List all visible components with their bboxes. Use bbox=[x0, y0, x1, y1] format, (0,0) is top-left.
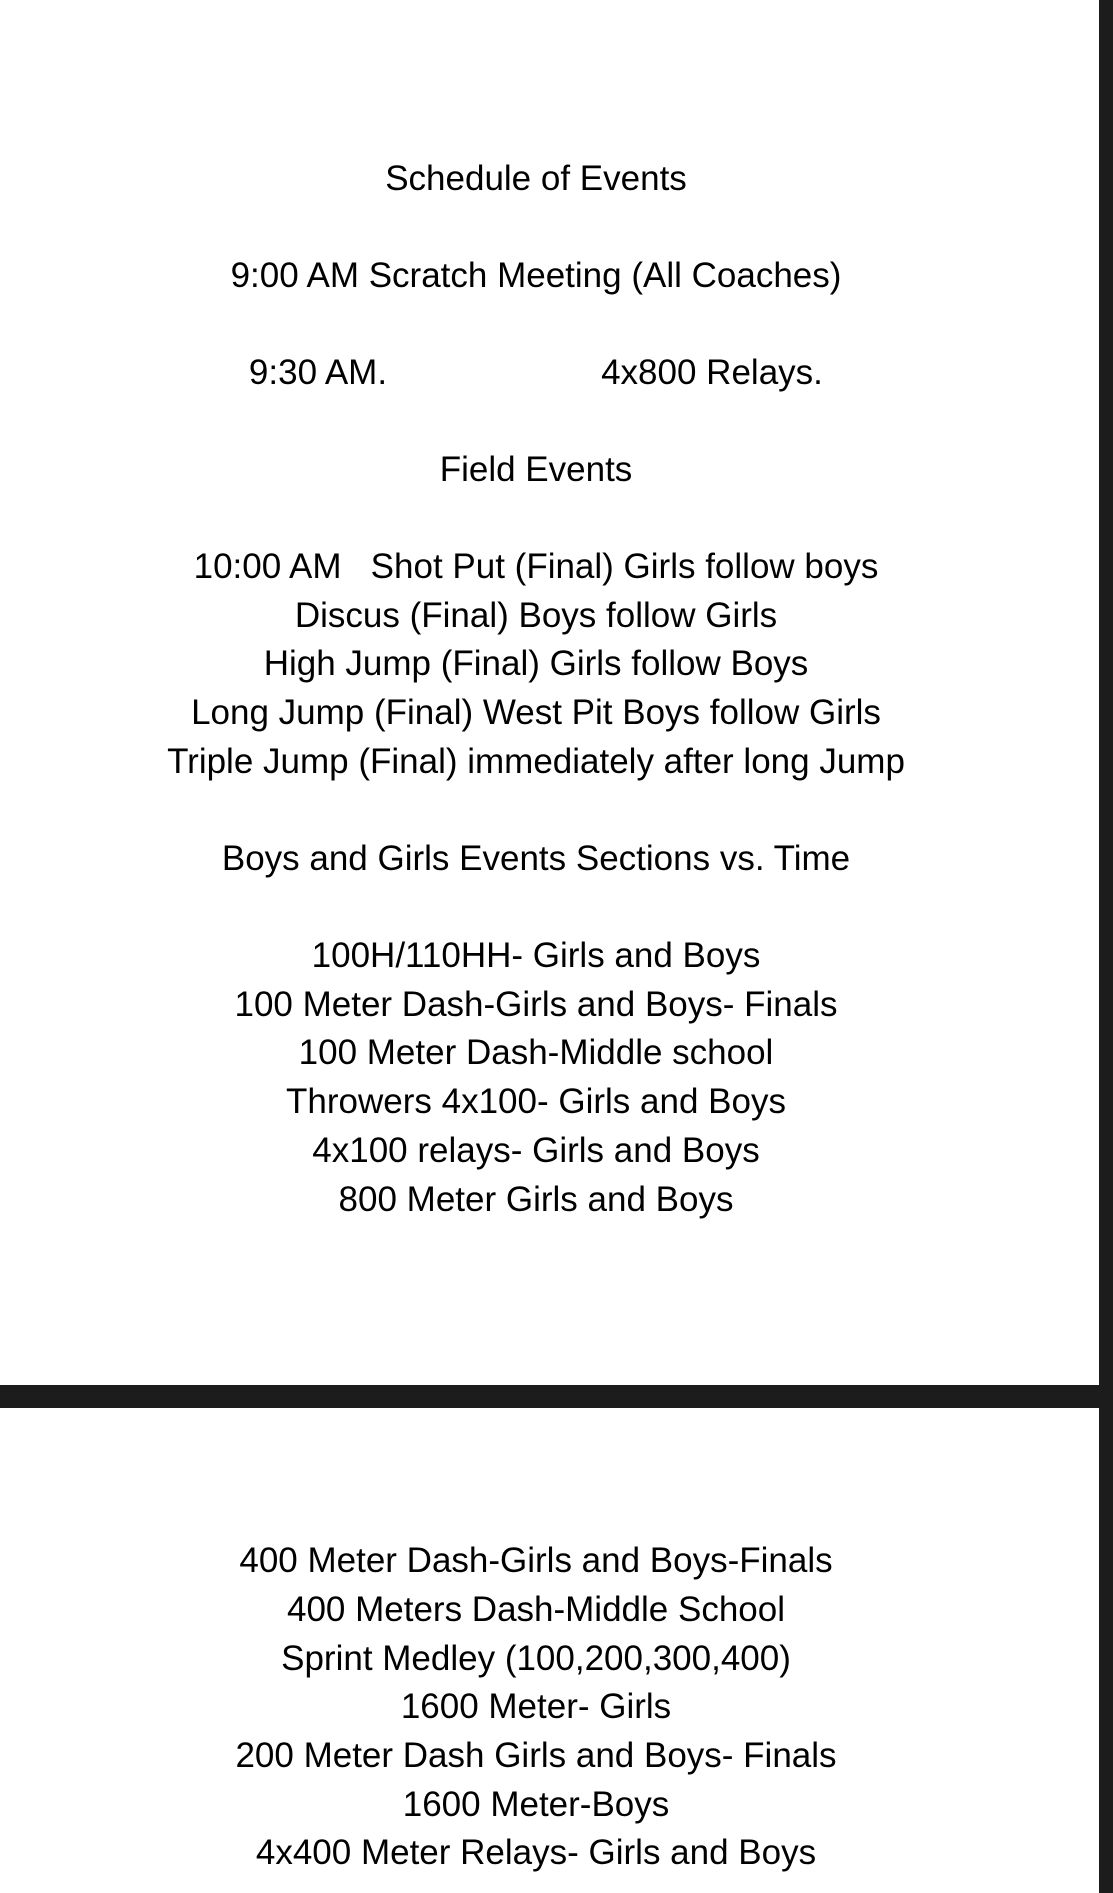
track-event-line: 1600 Meter-Boys bbox=[402, 1785, 670, 1824]
track-event-line: 400 Meter Dash-Girls and Boys-Finals bbox=[239, 1541, 833, 1580]
scratch-meeting-line: 9:00 AM Scratch Meeting (All Coaches) bbox=[230, 256, 842, 295]
track-event-line: 100 Meter Dash-Girls and Boys- Finals bbox=[234, 985, 838, 1024]
track-event-line: 800 Meter Girls and Boys bbox=[338, 1180, 734, 1219]
schedule-title: Schedule of Events bbox=[385, 159, 687, 198]
track-event-line: 1600 Meter- Girls bbox=[400, 1687, 672, 1726]
track-event-line: Throwers 4x100- Girls and Boys bbox=[286, 1082, 786, 1121]
field-event-line: High Jump (Final) Girls follow Boys bbox=[263, 644, 809, 683]
field-event-line: 10:00 AM Shot Put (Final) Girls follow boys bbox=[193, 547, 879, 586]
sections-heading: Boys and Girls Events Sections vs. Time bbox=[221, 839, 851, 878]
track-event-line: 4x400 Meter Relays- Girls and Boys bbox=[255, 1833, 817, 1872]
field-event-line: Long Jump (Final) West Pit Boys follow Girls bbox=[191, 693, 881, 732]
track-event-line: 100H/110HH- Girls and Boys bbox=[311, 936, 761, 975]
field-event-line: Discus (Final) Boys follow Girls bbox=[294, 596, 778, 635]
document-page-2 bbox=[0, 1408, 1099, 1893]
relay-event: 4x800 Relays. bbox=[601, 353, 823, 392]
track-event-line: Sprint Medley (100,200,300,400) bbox=[281, 1639, 791, 1678]
relay-time: 9:30 AM. bbox=[248, 353, 388, 392]
track-event-line: 400 Meters Dash-Middle School bbox=[286, 1590, 785, 1629]
track-event-line: 4x100 relays- Girls and Boys bbox=[312, 1131, 760, 1170]
track-event-line: 100 Meter Dash-Middle school bbox=[298, 1033, 774, 1072]
scrollbar-track[interactable] bbox=[1099, 0, 1113, 1893]
field-event-line: Triple Jump (Final) immediately after long Jump bbox=[167, 742, 905, 781]
field-events-heading: Field Events bbox=[439, 450, 633, 489]
track-event-line: 200 Meter Dash Girls and Boys- Finals bbox=[235, 1736, 837, 1775]
